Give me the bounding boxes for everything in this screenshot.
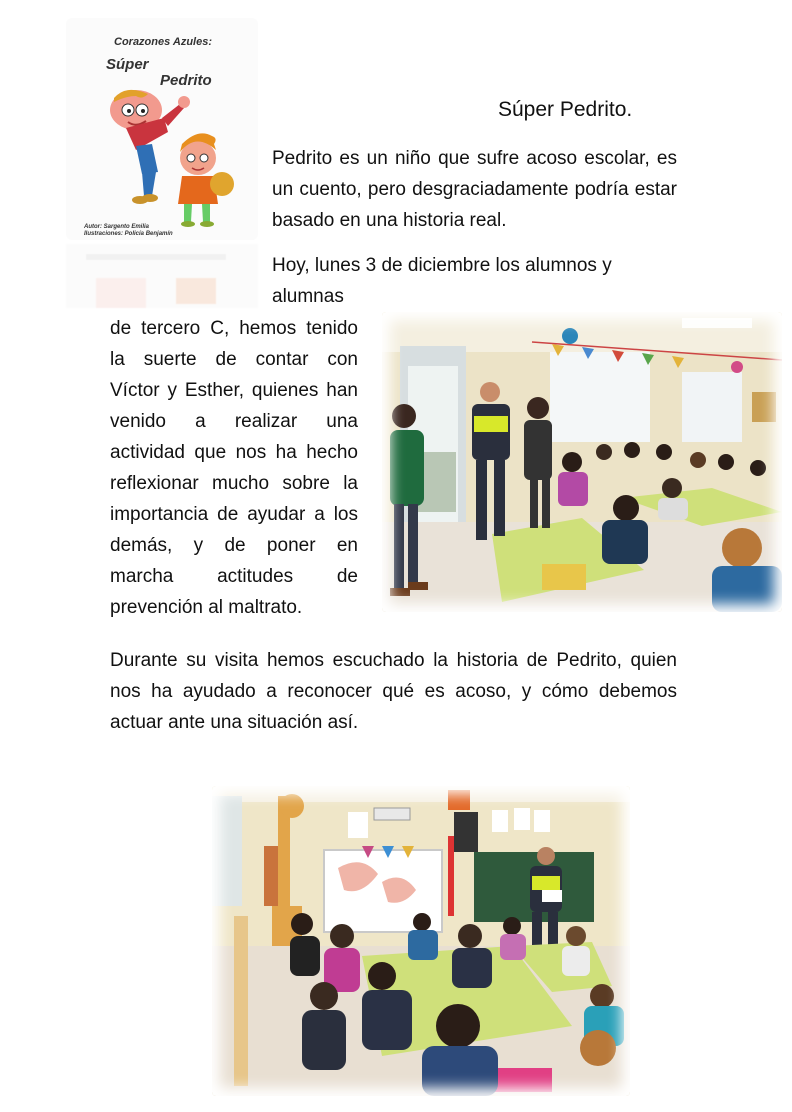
cover-author: Autor: Sargento Emilia [84, 224, 150, 230]
cover-subtitle-2: Pedrito [160, 72, 212, 89]
paragraph-story: Durante su visita hemos escuchado la historia de Pedrito, quien nos ha ayudado a reconocer qué es acoso, y cómo debemos actuar ante una situación así. [110, 650, 677, 733]
book-cover-reflection [66, 244, 258, 308]
cover-illustrator: Ilustraciones: Policía Benjamín [84, 231, 173, 237]
cartoon-children-illustration [96, 88, 236, 228]
document-title: Súper Pedrito. [498, 98, 633, 121]
classroom-visit-photo [382, 312, 782, 612]
paragraph-date-last: alumnas [272, 286, 344, 307]
paragraph-date-main: Hoy, lunes 3 de diciembre los alumnos y [272, 255, 612, 276]
cover-subtitle-1: Súper [106, 56, 149, 73]
police-reading-story-photo [212, 786, 630, 1096]
cover-title: Corazones Azules: [114, 36, 213, 48]
book-cover-image [66, 18, 258, 240]
cover-credits [84, 224, 173, 238]
paragraph-intro: Pedrito es un niño que sufre acoso escolar, es un cuento, pero desgraciadamente podría estar basado en una historia real. [272, 148, 677, 231]
paragraph-visit: de tercero C, hemos tenido la suerte de contar con Víctor y Esther, quienes han venido a realizar una actividad que nos ha hecho reflexionar mucho sobre la importancia de ayudar a los demás, y de poner en marcha actitudes de prevención al maltrato. [110, 318, 358, 618]
paragraph-date [272, 250, 677, 312]
